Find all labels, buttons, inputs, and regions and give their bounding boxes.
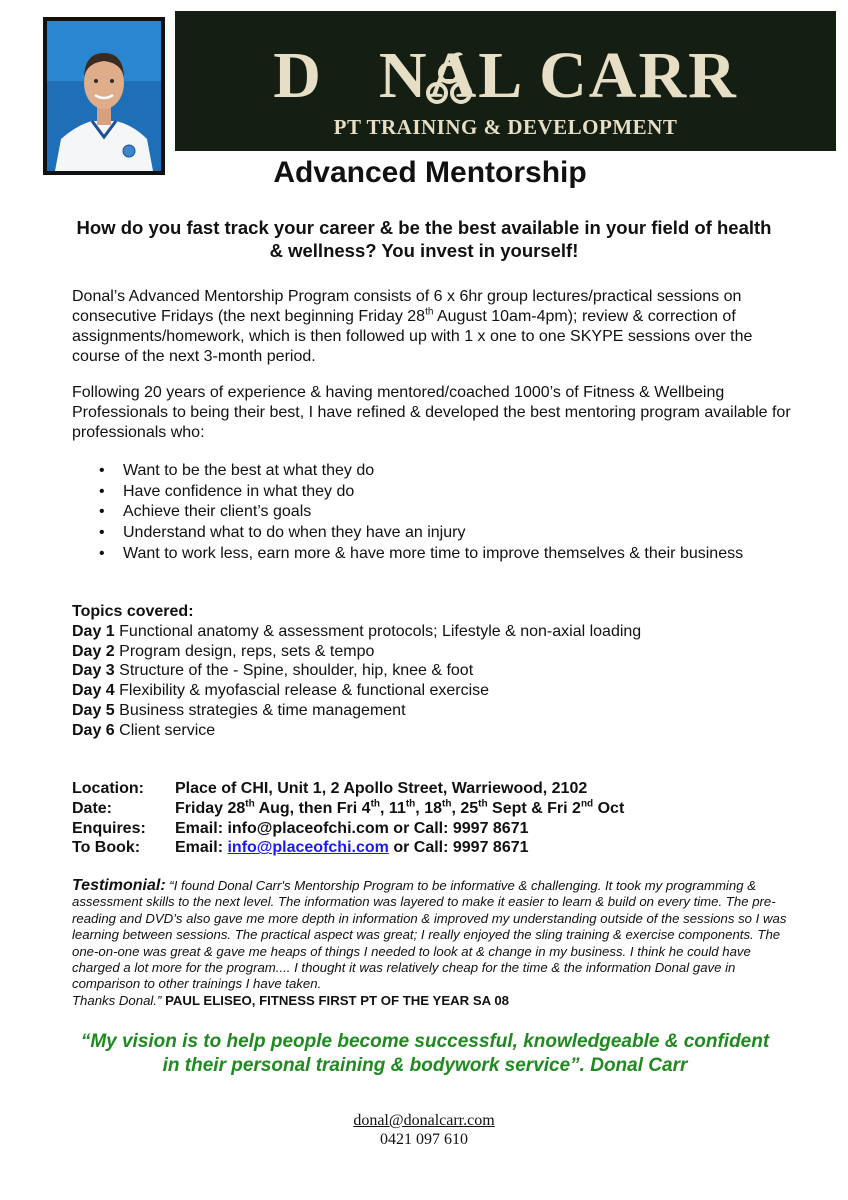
page-title: Advanced Mentorship xyxy=(273,156,587,189)
profile-photo xyxy=(43,17,165,175)
list-item: • Want to work less, earn more & have more time to improve themselves & their business xyxy=(99,544,744,562)
topic-day: Day 3 Structure of the - Spine, shoulder, hip, knee & foot xyxy=(72,662,474,680)
footer-contact xyxy=(0,1111,848,1149)
list-item: • Have confidence in what they do xyxy=(99,482,355,500)
topics-title: Topics covered: xyxy=(72,603,194,620)
testimonial-heading: Testimonial: xyxy=(72,877,166,894)
topic-day: Day 4 Flexibility & myofascial release & functional exercise xyxy=(72,682,490,700)
portrait-image xyxy=(47,21,161,171)
topics-section xyxy=(72,602,641,741)
benefits-list xyxy=(72,461,743,565)
vision-quote: “My vision is to help people become successful, knowledgeable & confident in their personal training & bodywork service”. Donal Carr xyxy=(80,1031,770,1076)
testimonial-author: PAUL ELISEO, FITNESS FIRST PT OF THE YEAR SA 08 xyxy=(161,992,509,1008)
subheading: How do you fast track your career & be the best available in your field of health & wellness? You invest in yourself! xyxy=(76,217,772,261)
list-item: • Want to be the best at what they do xyxy=(99,462,375,479)
topic-day: Day 2 Program design, reps, sets & tempo xyxy=(72,642,375,660)
booking-email-link[interactable]: info@placeofchi.com xyxy=(227,839,389,857)
footer-phone: 0421 097 610 xyxy=(380,1131,468,1148)
brand-tagline: PT TRAINING & DEVELOPMENT xyxy=(333,115,678,139)
list-item: • Understand what to do when they have an injury xyxy=(99,524,466,542)
topic-day: Day 1 Functional anatomy & assessment protocols; Lifestyle & non-axial loading xyxy=(72,622,642,640)
list-item: • Achieve their client’s goals xyxy=(99,503,312,521)
experience-paragraph: Following 20 years of experience & having mentored/coached 1000’s of Fitness & Wellbeing Professionals to being their best, I have refined & developed the best mentoring program available for professionals who: xyxy=(72,384,791,441)
intro-paragraph: Donal’s Advanced Mentorship Program consists of 6 x 6hr group lectures/practical sessions on consecutive Fridays (the next beginning Friday 28th August 10am-4pm); review & correction of assignments/homework, which is then followed up with 1 x one to one SKYPE sessions over the course of the next 3-month period. xyxy=(72,288,753,365)
topic-day: Day 5 Business strategies & time management xyxy=(72,701,406,719)
brand-name: D NAL CARR xyxy=(273,39,738,112)
testimonial: Testimonial: “I found Donal Carr's Mentorship Program to be informative & challenging. It took my programming & assessment skills to the next level. The information was layered to make it easier to learn & build on every time. The pre-reading and DVD’s also gave me more depth in information & improved my understanding outside of the sessions so I was learning between sessions. The practical aspect was great; I really enjoyed the sling training & exercise components. The one-on-one was great & gave me heaps of things I needed to look at & change in my business. I think he could have charged a lot more for the program.... I thought it was relatively cheap for the time & the information Donal gave in comparison to other trainings I have taken. Thanks Donal.” PAUL ELISEO, FITNESS FIRST PT OF THE YEAR SA 08 xyxy=(72,877,787,1008)
brand-banner xyxy=(175,11,836,151)
footer-email-link[interactable]: donal@donalcarr.com xyxy=(353,1112,495,1129)
topic-day: Day 6 Client service xyxy=(72,721,216,739)
